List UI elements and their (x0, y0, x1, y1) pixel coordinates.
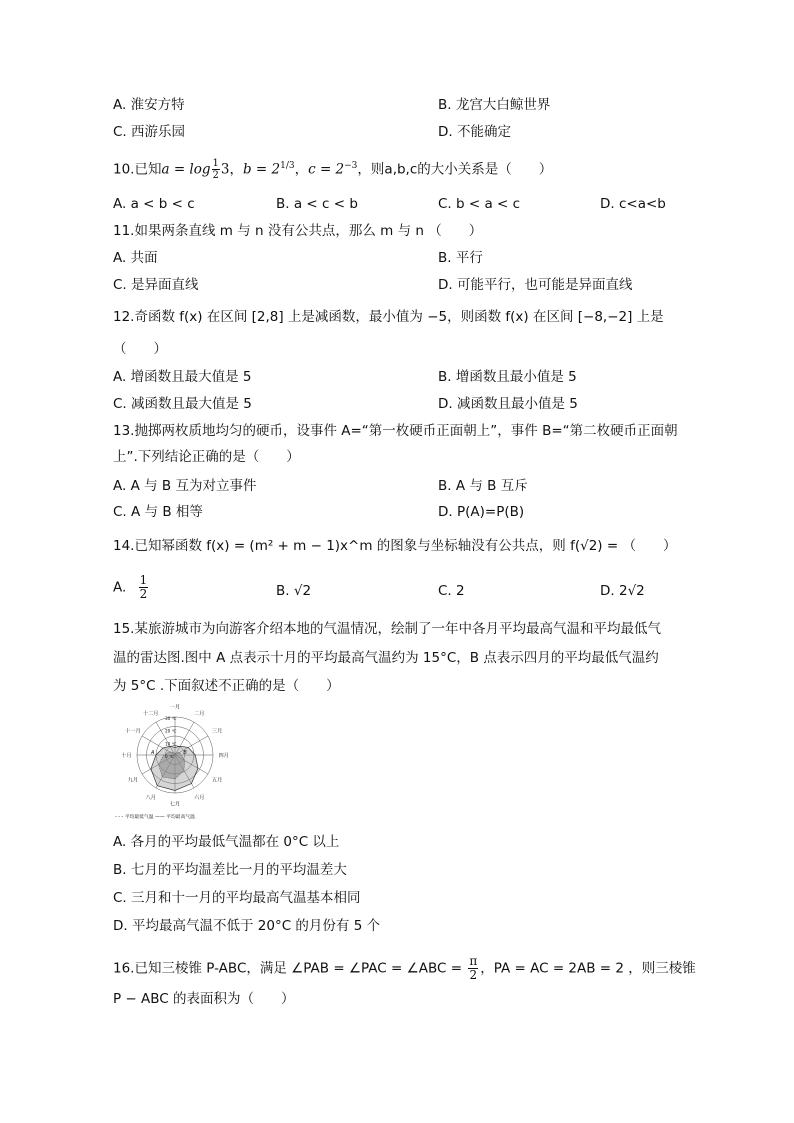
q16-stem-line2: P − ABC 的表面积为（ ） (113, 991, 295, 1007)
ring-label: 30 ℃ (165, 716, 177, 721)
q14-option-c[interactable]: C. 2 (438, 583, 465, 599)
q11-option-c[interactable]: C. 是异面直线 (113, 277, 199, 293)
q15-option-a[interactable]: A. 各月的平均最低气温都在 0°C 以上 (113, 834, 340, 850)
q10-stem-pre: 10.已知 (113, 161, 162, 178)
q15-stem-line3: 为 5°C .下面叙述不正确的是（ ） (113, 678, 340, 694)
q11-option-b[interactable]: B. 平行 (438, 250, 483, 266)
q15-stem-line1: 15.某旅游城市为向游客介绍本地的气温情况，绘制了一年中各月平均最高气温和平均最低气 (113, 621, 661, 637)
q15-option-b[interactable]: B. 七月的平均温差比一月的平均温差大 (113, 862, 347, 878)
q11-option-d[interactable]: D. 可能平行，也可能是异面直线 (438, 277, 633, 293)
q9-option-c[interactable]: C. 西游乐园 (113, 124, 186, 140)
month-label: 三月 (211, 728, 223, 735)
q9-option-a[interactable]: A. 淮安方特 (113, 97, 185, 113)
q9-option-d[interactable]: D. 不能确定 (438, 124, 511, 140)
q10-b-label: b = 2 (242, 161, 281, 178)
q16-stem-pre: 16.已知三棱锥 P-ABC，满足 ∠PAB = ∠PAC = ∠ABC = (113, 960, 463, 977)
month-label: 十二月 (142, 710, 159, 717)
month-label: 二月 (194, 710, 205, 717)
q16-fraction: $\frac{\pi}{2}$ (469, 954, 478, 982)
q13-stem-line1: 13.抛掷两枚质地均匀的硬币，设事件 A=“第一枚硬币正面朝上”，事件 B=“第二枚硬币正面朝 (113, 423, 678, 439)
q10-b-exp: 1/3 (280, 161, 295, 171)
q15-stem-line2: 温的雷达图.图中 A 点表示十月的平均最高气温约为 15°C，B 点表示四月的平均最低气温约 (113, 650, 659, 666)
q12-option-c[interactable]: C. 减函数且最大值是 5 (113, 396, 252, 412)
q16-stem-post: ，PA = AC = 2AB = 2 ，则三棱锥 (480, 960, 696, 977)
q11-stem: 11.如果两条直线 m 与 n 没有公共点，那么 m 与 n （ ） (113, 223, 483, 239)
q15-option-d[interactable]: D. 平均最高气温不低于 20°C 的月份有 5 个 (113, 918, 381, 934)
q13-stem-line2: 上”.下列结论正确的是（ ） (113, 449, 300, 465)
q12-option-d[interactable]: D. 减函数且最小值是 5 (438, 396, 578, 412)
month-label: 四月 (218, 753, 229, 759)
q13-option-a[interactable]: A. A 与 B 互为对立事件 (113, 478, 257, 494)
q13-option-d[interactable]: D. P(A)=P(B) (438, 504, 525, 520)
q14-stem: 14.已知幂函数 f(x) = (m² + m − 1)x^m 的图象与坐标轴没有公共点，则 f(√2) = （ ） (113, 538, 677, 554)
high-temp-series (151, 746, 198, 790)
month-label: 五月 (211, 777, 223, 784)
q10-sep1: ， (229, 161, 243, 178)
ring-label: 20 ℃ (165, 728, 177, 734)
q14-option-a-label: A. (113, 579, 127, 596)
q12-stem-cont: （ ） (113, 341, 167, 357)
month-label: 九月 (127, 777, 139, 784)
q10-option-b[interactable]: B. a < c < b (276, 196, 358, 212)
q10-stem (113, 157, 552, 181)
q15-option-c[interactable]: C. 三月和十一月的平均最高气温基本相同 (113, 890, 361, 906)
q10-log-arg: 3 (220, 161, 230, 178)
q10-log-base: $\frac{1}{2}$ (212, 158, 219, 181)
month-label: 一月 (169, 704, 181, 711)
q11-option-a[interactable]: A. 共面 (113, 250, 158, 266)
point-a-label: A (151, 750, 155, 756)
q9-option-b[interactable]: B. 龙宫大白鲸世界 (438, 97, 551, 113)
q10-a-label: a = log (161, 161, 211, 178)
q14-option-a[interactable] (113, 574, 148, 601)
q10-option-c[interactable]: C. b < a < c (438, 196, 521, 212)
radar-chart (113, 704, 243, 820)
ring-label: 10 ℃ (165, 741, 177, 747)
q14-option-a-fraction: $\frac{1}{2}$ (139, 573, 148, 601)
month-label: 十月 (121, 753, 132, 759)
q10-stem-post: ，则a,b,c的大小关系是（ ） (357, 161, 553, 178)
month-label: 八月 (145, 795, 156, 802)
point-b-label: B (183, 750, 187, 756)
month-label: 十一月 (125, 728, 141, 735)
month-label: 七月 (169, 801, 181, 808)
q14-option-b[interactable]: B. √2 (276, 583, 312, 599)
q12-option-b[interactable]: B. 增函数且最小值是 5 (438, 369, 577, 385)
ring-label: 0 ℃ (165, 754, 174, 759)
q10-c-label: c = 2 (308, 161, 345, 178)
q12-option-a[interactable]: A. 增函数且最大值是 5 (113, 369, 252, 385)
chart-legend: - - - 平均最低气温 —— 平均最高气温 (115, 815, 195, 820)
q10-option-d[interactable]: D. c<a<b (600, 196, 666, 212)
q13-option-c[interactable]: C. A 与 B 相等 (113, 504, 203, 520)
q10-c-exp: −3 (344, 161, 358, 171)
q10-sep2: ， (294, 161, 309, 178)
q14-option-d[interactable]: D. 2√2 (600, 583, 645, 599)
q13-option-b[interactable]: B. A 与 B 互斥 (438, 478, 528, 494)
q12-stem: 12.奇函数 f(x) 在区间 [2,8] 上是减函数，最小值为 −5，则函数 f(x) 在区间 [−8,−2] 上是 (113, 309, 664, 325)
month-label: 六月 (194, 795, 205, 802)
q10-option-a[interactable]: A. a < b < c (113, 196, 195, 212)
q16-stem-line1 (113, 955, 696, 982)
